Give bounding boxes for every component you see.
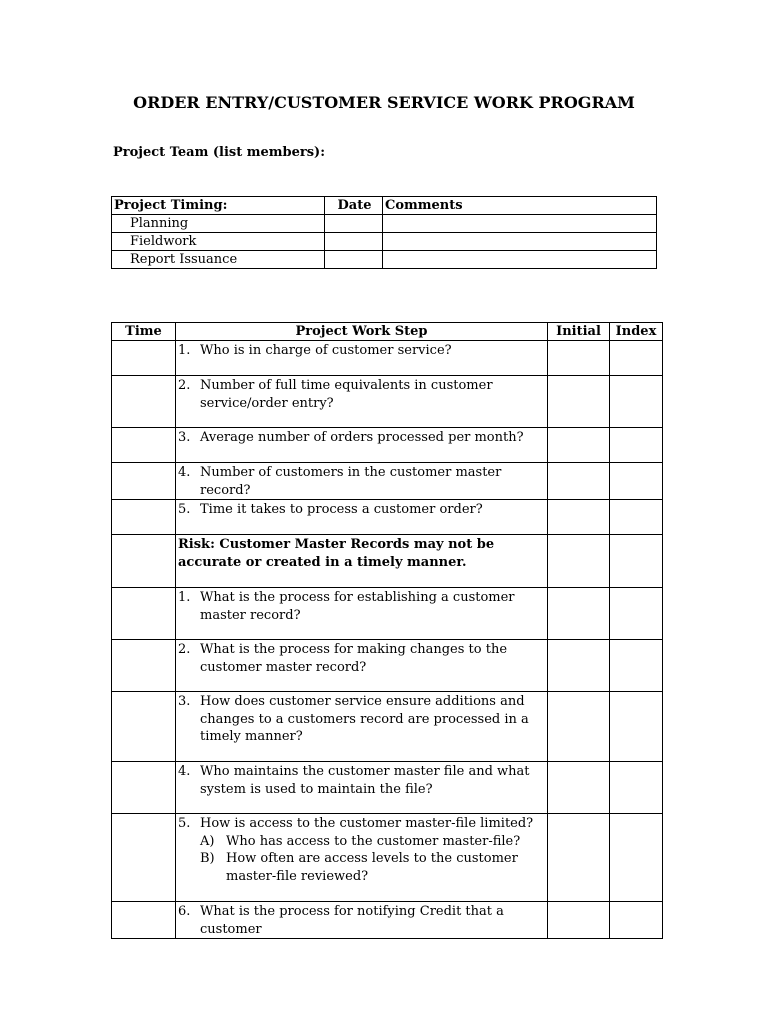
index-cell: [610, 640, 663, 692]
work-step-cell: [176, 428, 548, 463]
timing-comments-cell: [383, 233, 657, 251]
step-number: 1.: [178, 343, 191, 358]
sub-step-text: How often are access levels to the customer master-file reviewed?: [226, 851, 518, 884]
timing-row: [112, 233, 657, 251]
step-text: What is the process for making changes to the customer master record?: [200, 642, 508, 675]
work-step-cell: [176, 902, 548, 939]
time-cell: [112, 640, 176, 692]
timing-header-row: [112, 197, 657, 215]
time-header: Time: [112, 323, 176, 341]
timing-row: [112, 215, 657, 233]
step-text: What is the process for notifying Credit that a customer: [200, 904, 504, 937]
index-cell: [610, 500, 663, 535]
table-row: [112, 814, 663, 902]
time-cell: [112, 535, 176, 588]
work-step-cell: [176, 376, 548, 428]
timing-header: Project Timing:: [112, 197, 325, 215]
sub-step-letter: B): [200, 851, 215, 866]
initial-cell: [548, 902, 610, 939]
step-number: 5.: [178, 816, 191, 831]
sub-step-text: Who has access to the customer master-file?: [226, 833, 521, 849]
step-text: Who is in charge of customer service?: [200, 343, 452, 358]
step-text: Who maintains the customer master file and what system is used to maintain the file?: [200, 764, 530, 797]
steps-header-row: [112, 323, 663, 341]
timing-date-cell: [325, 251, 383, 269]
index-cell: [610, 692, 663, 762]
timing-phase-planning: Planning: [112, 215, 325, 233]
step-number: 3.: [178, 430, 191, 445]
step-text: Average number of orders processed per month?: [200, 430, 524, 445]
time-cell: [112, 588, 176, 640]
time-cell: [112, 376, 176, 428]
timing-comments-header: Comments: [383, 197, 657, 215]
initial-cell: [548, 428, 610, 463]
index-cell: [610, 376, 663, 428]
step-number: 6.: [178, 904, 191, 919]
document-title: ORDER ENTRY/CUSTOMER SERVICE WORK PROGRAM: [133, 93, 635, 112]
work-steps-table: [111, 322, 663, 939]
index-cell: [610, 463, 663, 500]
index-cell: [610, 588, 663, 640]
index-cell: [610, 535, 663, 588]
step-number: 4.: [178, 764, 191, 779]
timing-phase-report-issuance: Report Issuance: [112, 251, 325, 269]
step-number: 1.: [178, 590, 191, 605]
table-row: [112, 535, 663, 588]
timing-phase-fieldwork: Fieldwork: [112, 233, 325, 251]
step-number: 4.: [178, 465, 191, 480]
project-timing-table: [111, 196, 657, 269]
timing-date-cell: [325, 233, 383, 251]
work-step-cell: [176, 640, 548, 692]
time-cell: [112, 428, 176, 463]
index-cell: [610, 762, 663, 814]
time-cell: [112, 902, 176, 939]
table-row: [112, 692, 663, 762]
initial-cell: [548, 588, 610, 640]
work-step-cell: [176, 500, 548, 535]
table-row: [112, 640, 663, 692]
table-row: [112, 902, 663, 939]
table-row: [112, 341, 663, 376]
initial-cell: [548, 762, 610, 814]
index-cell: [610, 341, 663, 376]
initial-cell: [548, 535, 610, 588]
table-row: [112, 762, 663, 814]
work-step-cell: [176, 535, 548, 588]
table-row: [112, 428, 663, 463]
step-text: Number of customers in the customer master record?: [200, 465, 502, 498]
timing-row: [112, 251, 657, 269]
time-cell: [112, 692, 176, 762]
time-cell: [112, 463, 176, 500]
initial-cell: [548, 341, 610, 376]
time-cell: [112, 341, 176, 376]
work-step-cell: [176, 463, 548, 500]
initial-cell: [548, 640, 610, 692]
initial-cell: [548, 814, 610, 902]
table-row: [112, 376, 663, 428]
time-cell: [112, 500, 176, 535]
work-step-header: Project Work Step: [176, 323, 548, 341]
timing-comments-cell: [383, 251, 657, 269]
time-cell: [112, 814, 176, 902]
step-number: 3.: [178, 694, 191, 709]
step-number: 2.: [178, 378, 191, 393]
step-number: 5.: [178, 502, 191, 517]
step-text: What is the process for establishing a customer master record?: [200, 590, 515, 623]
index-cell: [610, 902, 663, 939]
sub-step-letter: A): [200, 833, 215, 849]
initial-cell: [548, 376, 610, 428]
step-text: Time it takes to process a customer order?: [200, 502, 483, 517]
index-cell: [610, 428, 663, 463]
index-cell: [610, 814, 663, 902]
initial-cell: [548, 463, 610, 500]
work-step-cell: [176, 762, 548, 814]
index-header: Index: [610, 323, 663, 341]
table-row: [112, 463, 663, 500]
table-row: [112, 500, 663, 535]
timing-date-cell: [325, 215, 383, 233]
step-text: How does customer service ensure additions and changes to a customers record are processed in a timely manner?: [200, 694, 529, 744]
step-text: How is access to the customer master-file limited?: [200, 816, 534, 831]
work-step-cell: [176, 692, 548, 762]
timing-comments-cell: [383, 215, 657, 233]
step-number: 2.: [178, 642, 191, 657]
timing-date-header: Date: [325, 197, 383, 215]
work-step-cell: [176, 588, 548, 640]
table-row: [112, 588, 663, 640]
work-step-cell: [176, 814, 548, 902]
time-cell: [112, 762, 176, 814]
step-text: Number of full time equivalents in customer service/order entry?: [200, 378, 493, 411]
risk-statement: Risk: Customer Master Records may not be accurate or created in a timely manner.: [178, 537, 495, 570]
project-team-label: Project Team (list members):: [113, 145, 326, 160]
initial-cell: [548, 692, 610, 762]
initial-cell: [548, 500, 610, 535]
work-step-cell: [176, 341, 548, 376]
initial-header: Initial: [548, 323, 610, 341]
